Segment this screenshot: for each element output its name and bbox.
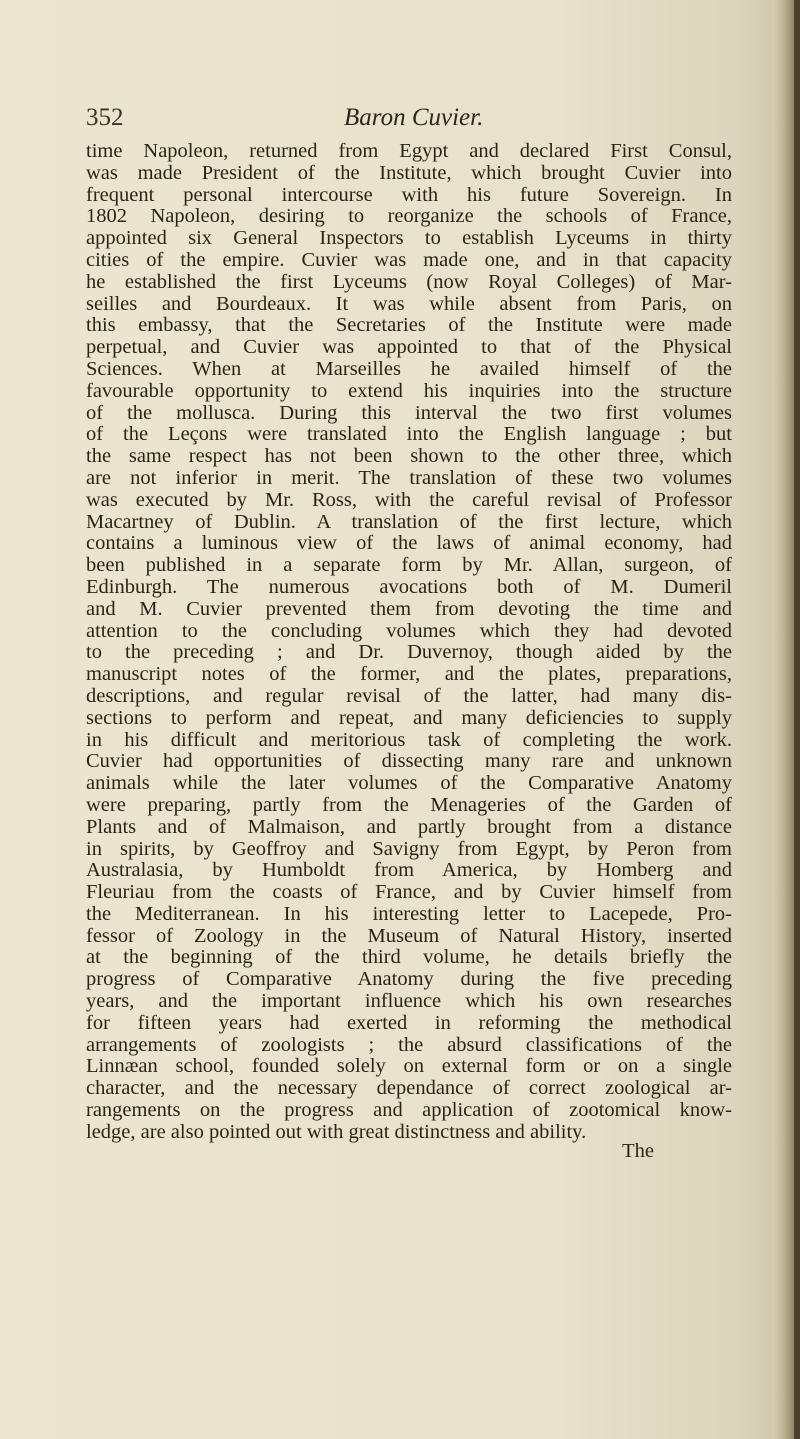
text-line: Linnæan school, founded solely on external form or on a single [86, 1055, 732, 1078]
text-line: in spirits, by Geoffroy and Savigny from Egypt, by Peron from [86, 837, 732, 860]
text-line: appointed six General Inspectors to establish Lyceums in thirty [86, 227, 732, 250]
page-edge-dark [794, 0, 800, 1439]
page-number: 352 [86, 104, 124, 131]
text-line: descriptions, and regular revisal of the latter, had many dis- [86, 684, 732, 707]
text-line: the same respect has not been shown to the other three, which [86, 445, 732, 468]
text-line: attention to the concluding volumes which they had devoted [86, 619, 732, 642]
text-line: was made President of the Institute, which brought Cuvier into [86, 161, 732, 184]
text-line: Australasia, by Humboldt from America, by Homberg and [86, 859, 732, 882]
text-line: of the mollusca. During this interval the two first volumes [86, 401, 732, 424]
text-line: Plants and of Malmaison, and partly brought from a distance [86, 815, 732, 838]
text-line: this embassy, that the Secretaries of the Institute were made [86, 314, 732, 337]
page-header [86, 104, 716, 134]
text-line: animals while the later volumes of the Comparative Anatomy [86, 772, 732, 795]
text-line: ledge, are also pointed out with great distinctness and ability. [86, 1120, 587, 1143]
text-line: seilles and Bourdeaux. It was while absent from Paris, on [86, 292, 732, 315]
text-line: Cuvier had opportunities of dissecting many rare and unknown [86, 750, 732, 773]
text-line: sections to perform and repeat, and many deficiencies to supply [86, 706, 732, 729]
text-line: in his difficult and meritorious task of completing the work. [86, 728, 732, 751]
text-line: at the beginning of the third volume, he details briefly the [86, 946, 732, 969]
text-line: Edinburgh. The numerous avocations both of M. Dumeril [86, 575, 732, 598]
text-line: favourable opportunity to extend his inquiries into the structure [86, 379, 732, 402]
text-line: to the preceding ; and Dr. Duvernoy, though aided by the [86, 641, 732, 664]
text-line: manuscript notes of the former, and the plates, preparations, [86, 663, 732, 686]
text-line: Sciences. When at Marseilles he availed himself of the [86, 357, 732, 380]
text-line: was executed by Mr. Ross, with the careful revisal of Professor [86, 488, 732, 511]
text-line: Fleuriau from the coasts of France, and by Cuvier himself from [86, 881, 732, 904]
text-line: years, and the important influence which his own researches [86, 990, 732, 1013]
text-line: and M. Cuvier prevented them from devoting the time and [86, 597, 732, 620]
text-line: character, and the necessary dependance of correct zoological ar- [86, 1077, 732, 1100]
text-line: arrangements of zoologists ; the absurd classifications of the [86, 1033, 732, 1056]
text-line: for fifteen years had exerted in reforming the methodical [86, 1011, 732, 1034]
text-line: time Napoleon, returned from Egypt and declared First Consul, [86, 140, 732, 162]
text-line: rangements on the progress and application of zootomical know- [86, 1099, 732, 1122]
text-line: been published in a separate form by Mr. Allan, surgeon, of [86, 554, 732, 577]
text-line: progress of Comparative Anatomy during the five preceding [86, 968, 732, 991]
text-line: 1802 Napoleon, desiring to reorganize the schools of France, [86, 205, 732, 228]
text-line: he established the first Lyceums (now Royal Colleges) of Mar- [86, 270, 732, 293]
body-text [86, 141, 732, 1166]
text-line: Macartney of Dublin. A translation of the first lecture, which [86, 510, 732, 533]
text-line: are not inferior in merit. The translation of these two volumes [86, 466, 732, 489]
text-line: perpetual, and Cuvier was appointed to that of the Physical [86, 336, 732, 359]
text-line: contains a luminous view of the laws of animal economy, had [86, 532, 732, 555]
running-head: Baron Cuvier. [344, 104, 484, 131]
text-line: were preparing, partly from the Menageries of the Garden of [86, 793, 732, 816]
text-line: of the Leçons were translated into the English language ; but [86, 423, 732, 446]
text-line: frequent personal intercourse with his future Sovereign. In [86, 183, 732, 206]
catchword: The [622, 1139, 654, 1162]
text-line: cities of the empire. Cuvier was made one, and in that capacity [86, 248, 732, 271]
text-line: fessor of Zoology in the Museum of Natural History, inserted [86, 924, 732, 947]
text-line: the Mediterranean. In his interesting letter to Lacepede, Pro- [86, 902, 732, 925]
